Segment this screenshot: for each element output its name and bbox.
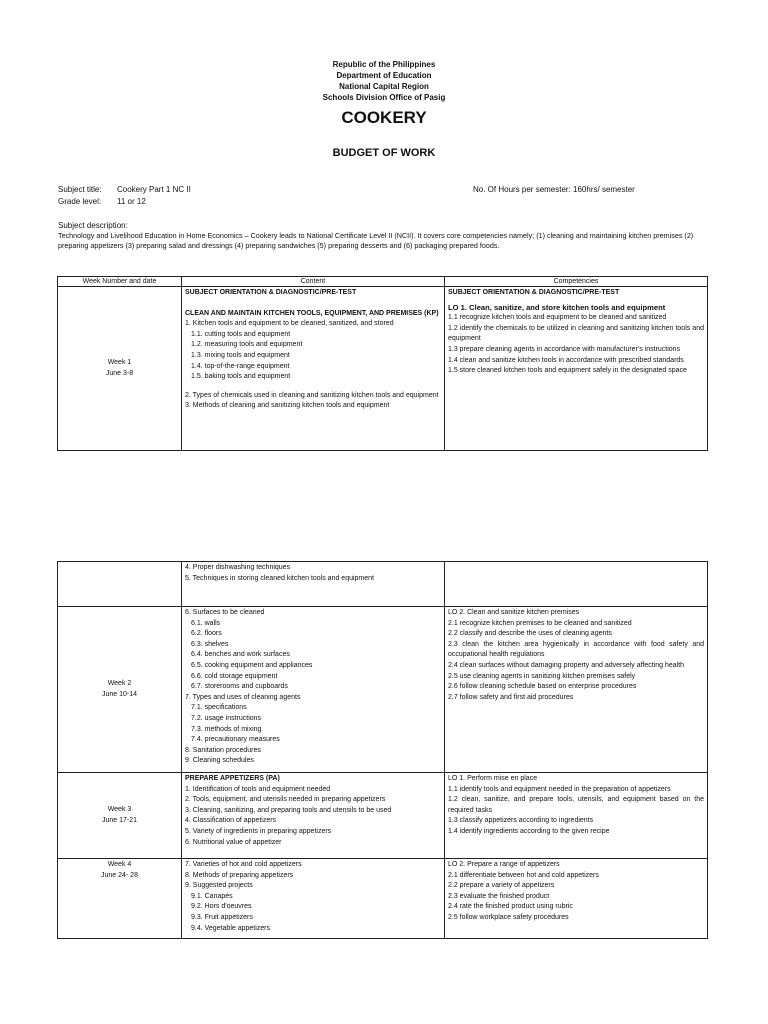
competency-item: 2.5 follow workplace safety procedures: [448, 913, 569, 921]
grade-level-value: 11 or 12: [117, 197, 146, 206]
learning-outcome: LO 1. Perform mise en place: [448, 775, 538, 782]
competency-item: 2.1 recognize kitchen premises to be cleaned and sanitized: [448, 619, 632, 627]
content-cell: [182, 287, 445, 451]
competencies-cell: [445, 859, 708, 939]
header-competencies: Competencies: [445, 277, 708, 287]
content-line: 5. Variety of ingredients in preparing appetizers: [185, 827, 332, 835]
content-line: 9. Suggested projects: [185, 882, 253, 890]
content-line: 7.2. usage instructions: [191, 714, 262, 722]
content-line: 9.1. Canapés: [191, 892, 233, 900]
week-date: June 3-8: [105, 369, 134, 377]
content-cell: [182, 607, 445, 773]
header-week: Week Number and date: [58, 277, 182, 287]
week-number: Week 2: [107, 679, 132, 687]
content-line: 6.4. benches and work surfaces: [191, 651, 290, 659]
week-cell: [58, 859, 182, 939]
header-content: Content: [182, 277, 445, 287]
subject-title-label: Subject title:: [58, 185, 102, 194]
subject-description-text: Technology and Livelihood Education in Home Economics – Cookery leads to National Certificate Level II (NCII). It covers core competencies namely; (1) cleaning and maintaining kitchen premises (2) preparing appetizers (3) preparing salad and dressings (4) preparing sandwiches (5) preparing desserts and (6) packaging prepared foods.: [58, 231, 694, 250]
learning-outcome: LO 2. Prepare a range of appetizers: [448, 861, 560, 868]
content-line: 1.5. baking tools and equipment: [191, 373, 291, 381]
week-cell: [58, 562, 182, 607]
content-line: 7.1. specifications: [191, 704, 247, 712]
document-subtitle: BUDGET OF WORK: [332, 147, 436, 159]
week-cell: [58, 607, 182, 773]
content-line: 9.2. Hors d'oeuvres: [191, 903, 252, 911]
week-date: June 10-14: [101, 690, 138, 698]
content-orientation: SUBJECT ORIENTATION & DIAGNOSTIC/PRE-TEST: [185, 289, 357, 296]
competencies-cell: [445, 773, 708, 859]
content-cell: [182, 859, 445, 939]
content-section-title: PREPARE APPETIZERS (PA): [185, 775, 280, 782]
competency-item: 2.2 prepare a variety of appetizers: [448, 882, 555, 890]
content-line: 4. Classification of appetizers: [185, 817, 277, 825]
week-date: June 17-21: [101, 816, 138, 824]
table-header-row: [58, 277, 708, 287]
document-header: [0, 59, 768, 103]
budget-table-page-2: [57, 561, 708, 939]
content-line: 8. Methods of preparing appetizers: [185, 871, 294, 879]
content-line: 7. Varieties of hot and cold appetizers: [185, 861, 302, 868]
week-number: Week 3: [107, 805, 132, 813]
subject-title-value: Cookery Part 1 NC II: [117, 185, 191, 194]
competency-item: 2.7 follow safety and first aid procedures: [448, 693, 574, 701]
week-number: Week 1: [107, 358, 132, 366]
competency-item: 1.4 clean and sanitize kitchen tools in accordance with prescribed standards: [448, 356, 684, 364]
competency-item: 2.5 use cleaning agents in sanitizing kitchen premises safely: [448, 672, 636, 680]
week-date: June 24- 28: [101, 871, 138, 879]
content-line: 6.1. walls: [191, 619, 221, 627]
content-line: 1. Kitchen tools and equipment to be cleaned, sanitized, and stored: [185, 320, 394, 328]
content-line: 1.2. measuring tools and equipment: [191, 341, 303, 349]
week-cell: [58, 773, 182, 859]
content-line: 8. Sanitation procedures: [185, 746, 261, 754]
competency-orientation: SUBJECT ORIENTATION & DIAGNOSTIC/PRE-TEST: [448, 289, 620, 296]
learning-outcome: LO 1. Clean, sanitize, and store kitchen tools and equipment: [448, 302, 666, 312]
content-line: 5. Techniques in storing cleaned kitchen tools and equipment: [185, 574, 374, 582]
content-line: 6.7. storerooms and cupboards: [191, 683, 288, 691]
competencies-cell: [445, 287, 708, 451]
header-division: Schools Division Office of Pasig: [322, 93, 446, 102]
content-line: 2. Tools, equipment, and utensils needed in preparing appetizers: [185, 796, 386, 804]
subject-description-label: Subject description:: [58, 221, 128, 230]
competency-item: 1.1 recognize kitchen tools and equipment to be cleaned and sanitized: [448, 314, 667, 322]
content-line: 6.3. shelves: [191, 640, 229, 648]
content-line: 1.3. mixing tools and equipment: [191, 351, 290, 359]
content-line: 6.5. cooking equipment and appliances: [191, 661, 313, 669]
competency-item: 2.3 clean the kitchen area hygienically in accordance with food safety and occupational health regulations: [448, 640, 704, 659]
competencies-cell: [445, 607, 708, 773]
week-cell: [58, 287, 182, 451]
grade-level-label: Grade level:: [58, 197, 102, 206]
week-number: Week 4: [107, 861, 132, 868]
competency-item: 1.1 identify tools and equipment needed in the preparation of appetizers: [448, 785, 671, 793]
content-line: 7.4. precautionary measures: [191, 736, 280, 744]
document-title: COOKERY: [341, 108, 427, 127]
competency-item: 2.2 classify and describe the uses of cleaning agents: [448, 630, 612, 638]
competencies-cell: [445, 562, 708, 607]
table-row: [58, 859, 708, 939]
header-region: National Capital Region: [339, 82, 429, 91]
table-row: [58, 607, 708, 773]
header-department: Department of Education: [336, 71, 432, 80]
content-line: 1. Identification of tools and equipment needed: [185, 785, 331, 793]
competency-item: 1.3 prepare cleaning agents in accordance with manufacturer's instructions: [448, 345, 681, 353]
content-cell: [182, 773, 445, 859]
content-line: 9.4. Vegetable appetizers: [191, 924, 271, 932]
content-line: 6. Nutritional value of appetizer: [185, 838, 282, 846]
table-row: [58, 287, 708, 451]
learning-outcome: LO 2. Clean and sanitize kitchen premises: [448, 609, 580, 616]
content-line: 6. Surfaces to be cleaned: [185, 609, 265, 616]
header-republic: Republic of the Philippines: [332, 60, 436, 69]
content-cell: [182, 562, 445, 607]
competency-item: 2.6 follow cleaning schedule based on enterprise procedures: [448, 683, 637, 691]
content-line: 9. Cleaning schedules: [185, 757, 254, 765]
content-line: 6.2. floors: [191, 630, 222, 638]
competency-item: 2.1 differentiate between hot and cold appetizers: [448, 871, 599, 879]
competency-item: 1.3 classify appetizers according to ingredients: [448, 817, 594, 825]
competency-item: 2.4 clean surfaces without damaging property and adversely affecting health: [448, 661, 685, 669]
hours-per-semester: No. Of Hours per semester: 160hrs/ semester: [473, 185, 635, 194]
competency-item: 1.5 store cleaned kitchen tools and equipment safely in the designated space: [448, 367, 687, 375]
table-row: [58, 562, 708, 607]
table-row: [58, 773, 708, 859]
competency-item: 1.2 clean, sanitize, and prepare tools, utensils, and equipment based on the required tasks: [448, 796, 704, 814]
content-line: 7.3. methods of mixing: [191, 725, 262, 733]
content-line: 3. Cleaning, sanitizing, and preparing tools and utensils to be used: [185, 806, 392, 814]
content-line: 6.6. cold storage equipment: [191, 672, 278, 680]
competency-item: 1.2 identify the chemicals to be utilized in cleaning and sanitizing kitchen tools and equipment: [448, 324, 704, 343]
content-line: 7. Types and uses of cleaning agents: [185, 693, 301, 701]
competency-item: 2.4 rate the finished product using rubric: [448, 903, 573, 911]
content-line: 4. Proper dishwashing techniques: [185, 564, 291, 571]
budget-table-page-1: [57, 276, 708, 451]
content-line: 2. Types of chemicals used in cleaning and sanitizing kitchen tools and equipment: [185, 391, 439, 399]
competency-item: 2.3 evaluate the finished product: [448, 892, 550, 900]
content-line: 9.3. Fruit appetizers: [191, 913, 253, 921]
competency-item: 1.4 identify ingredients according to the given recipe: [448, 827, 610, 835]
content-line: 1.1. cutting tools and equipment: [191, 330, 291, 338]
content-section-title: CLEAN AND MAINTAIN KITCHEN TOOLS, EQUIPMENT, AND PREMISES (KP): [185, 309, 439, 317]
content-line: 1.4. top-of-the-range equipment: [191, 362, 290, 370]
content-line: 3. Methods of cleaning and sanitizing kitchen tools and equipment: [185, 402, 390, 410]
